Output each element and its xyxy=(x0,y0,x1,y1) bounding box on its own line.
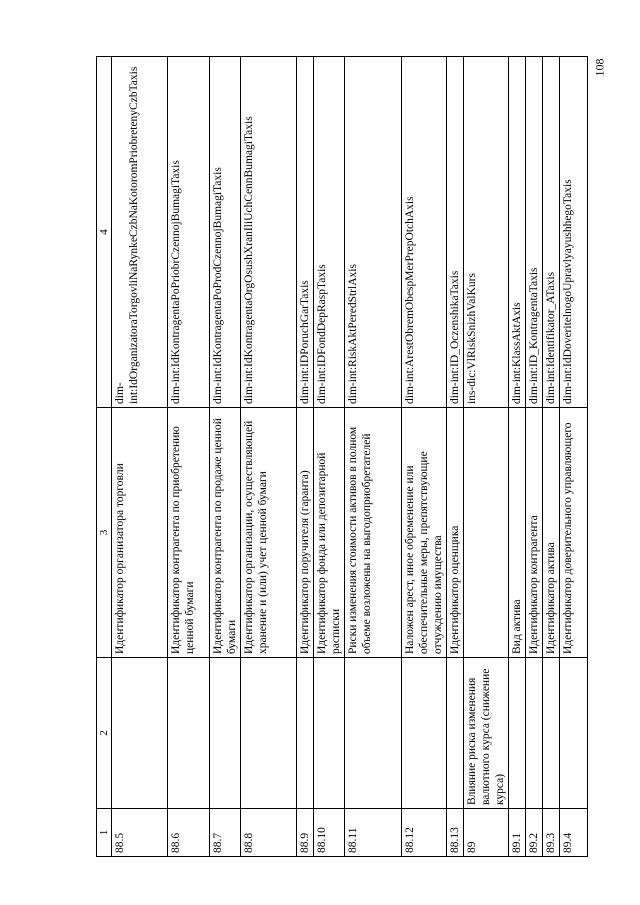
indicator-name-cell xyxy=(543,658,560,809)
indicator-name-cell xyxy=(345,658,402,809)
description-cell: Идентификатор контрагента xyxy=(526,408,543,658)
table-row xyxy=(447,57,464,857)
dimension-code-cell: dim-int:IDPoruchGarTaxis xyxy=(297,57,314,408)
dimension-code-cell: dim-int:ID_KontragentaTaxis xyxy=(526,57,543,408)
table-row xyxy=(345,57,402,857)
table-body xyxy=(112,57,588,857)
description-cell: Риски изменения стоимости активов в полном объеме возложены на выгодоприобретателей xyxy=(345,408,402,658)
indicator-name-cell xyxy=(560,658,588,809)
indicator-name-cell xyxy=(314,658,345,809)
indicator-name-cell xyxy=(210,658,241,809)
row-number-cell: 88.8 xyxy=(241,809,297,857)
dimension-code-cell: dim-int:ID_OczenshikaTaxis xyxy=(447,57,464,408)
indicator-name-cell xyxy=(168,658,210,809)
dimension-code-cell: dim-int:IDFondDepRaspTaxis xyxy=(314,57,345,408)
row-number-cell: 88.10 xyxy=(314,809,345,857)
description-cell: Вид актива xyxy=(509,408,526,658)
indicator-name-cell xyxy=(447,658,464,809)
description-cell: Идентификатор организации, осуществляющей хранение и (или) учет ценной бумаги xyxy=(241,408,297,658)
indicator-name-cell xyxy=(112,658,168,809)
description-cell: Идентификатор поручителя (гаранта) xyxy=(297,408,314,658)
indicator-name-cell xyxy=(297,658,314,809)
description-cell: Наложен арест, иное обременение или обеспечительные меры, препятствующие отчуждению имущества xyxy=(402,408,447,658)
description-cell: Идентификатор актива xyxy=(543,408,560,658)
column-header: 3 xyxy=(97,408,112,658)
indicator-name-cell xyxy=(526,658,543,809)
table-row xyxy=(402,57,447,857)
data-table xyxy=(96,56,588,857)
column-header: 1 xyxy=(97,809,112,857)
table-header-row xyxy=(97,57,112,857)
row-number-cell: 88.13 xyxy=(447,809,464,857)
row-number-cell: 88.12 xyxy=(402,809,447,857)
column-header: 2 xyxy=(97,658,112,809)
indicator-name-cell xyxy=(402,658,447,809)
row-number-cell: 89.1 xyxy=(509,809,526,857)
dimension-code-cell: dim-int:IdKontragentaPoProdCzennojBumagiTaxis xyxy=(210,57,241,408)
dimension-code-cell: dim-int:IdDoveritelnogoUpravlyayushhegoTaxis xyxy=(560,57,588,408)
dimension-code-cell: dim-int:IdOrganizatoraTorgovliNaRynkeCzbNaKotoromPriobretenyCzbTaxis xyxy=(112,57,168,408)
dimension-code-cell: dim-int:IdKontragentaOrgOsushXranIliUchCennBumagiTaxis xyxy=(241,57,297,408)
table-row xyxy=(560,57,588,857)
dimension-code-cell: dim-int:ArestObremObespMerPrepOtchAxis xyxy=(402,57,447,408)
rotated-table-wrapper xyxy=(96,57,574,857)
description-cell: Идентификатор фонда или депозитарной расписки xyxy=(314,408,345,658)
dimension-code-cell: dim-int:RiskAktPeredStrlAxis xyxy=(345,57,402,408)
table-row xyxy=(168,57,210,857)
column-header: 4 xyxy=(97,57,112,408)
row-number-cell: 89.4 xyxy=(560,809,588,857)
table-row xyxy=(241,57,297,857)
row-number-cell: 88.7 xyxy=(210,809,241,857)
row-number-cell: 89.2 xyxy=(526,809,543,857)
table-row xyxy=(297,57,314,857)
dimension-code-cell: ins-dic:VlRiskSnizhValKurs xyxy=(464,57,509,408)
table-row xyxy=(543,57,560,857)
row-number-cell: 88.11 xyxy=(345,809,402,857)
description-cell: Идентификатор контрагента по приобретению ценной бумаги xyxy=(168,408,210,658)
indicator-name-cell xyxy=(241,658,297,809)
dimension-code-cell: dim-int:KlassAktAxis xyxy=(509,57,526,408)
row-number-cell: 88.9 xyxy=(297,809,314,857)
dimension-code-cell: dim-int:Identifikator_ATaxis xyxy=(543,57,560,408)
description-cell: Идентификатор организатора торговли xyxy=(112,408,168,658)
dimension-code-cell: dim-int:IdKontragentaPoPriobrCzennojBumagiTaxis xyxy=(168,57,210,408)
description-cell: Идентификатор оценщика xyxy=(447,408,464,658)
row-number-cell: 89.3 xyxy=(543,809,560,857)
table-row xyxy=(509,57,526,857)
row-number-cell: 89 xyxy=(464,809,509,857)
table-row xyxy=(526,57,543,857)
table-row xyxy=(314,57,345,857)
table-row xyxy=(112,57,168,857)
row-number-cell: 88.6 xyxy=(168,809,210,857)
table-row xyxy=(464,57,509,857)
page-number: 108 xyxy=(592,58,607,77)
indicator-name-cell xyxy=(509,658,526,809)
description-cell xyxy=(464,408,509,658)
description-cell: Идентификатор контрагента по продаже ценной бумаги xyxy=(210,408,241,658)
table-row xyxy=(210,57,241,857)
row-number-cell: 88.5 xyxy=(112,809,168,857)
description-cell: Идентификатор доверительного управляющего xyxy=(560,408,588,658)
indicator-name-cell: Влияние риска изменения валютного курса (снижение курса) xyxy=(464,658,509,809)
